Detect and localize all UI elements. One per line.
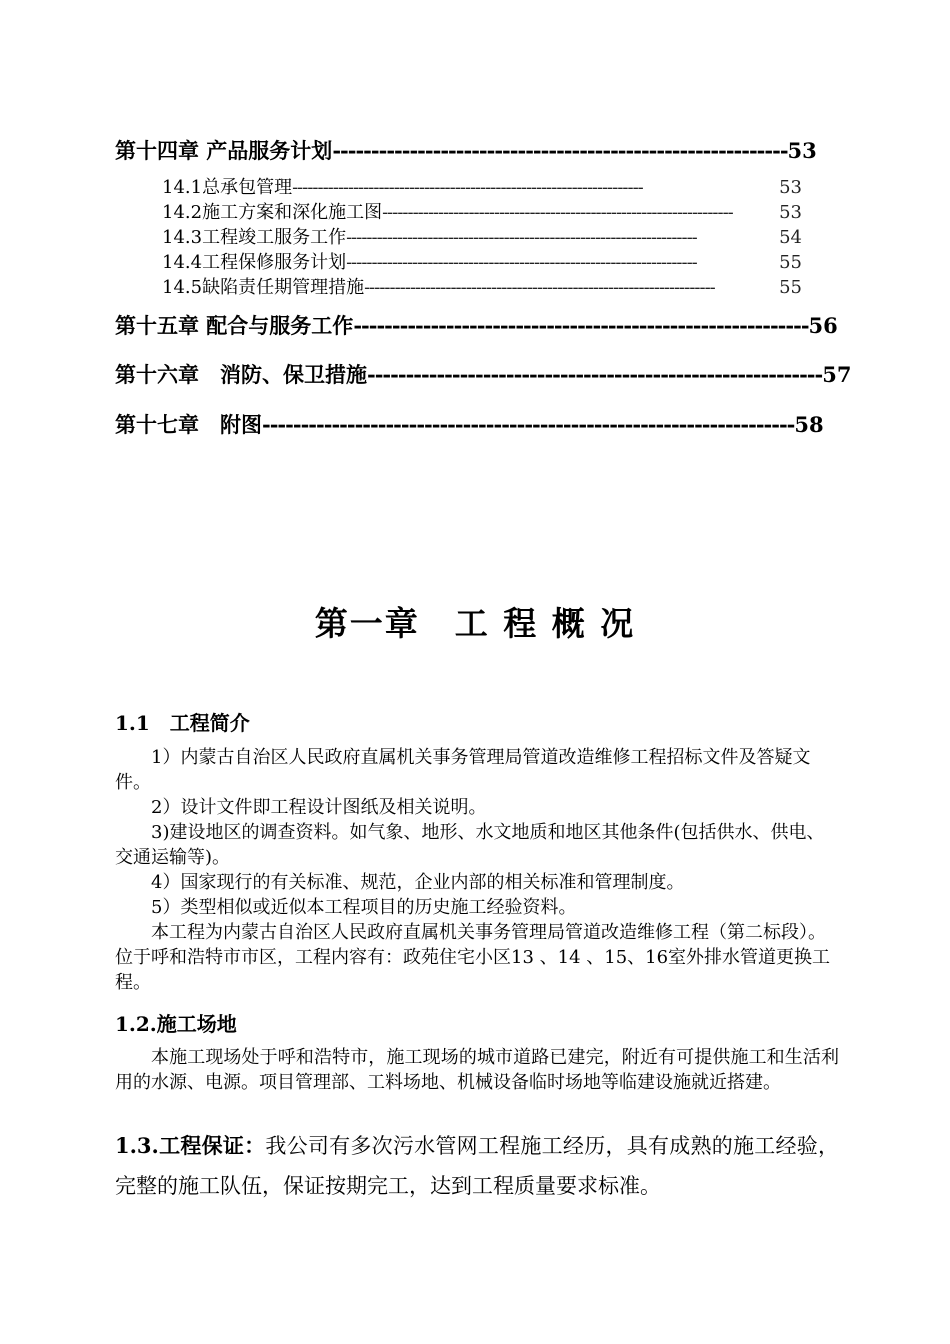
list-item: 4）国家现行的有关标准、规范，企业内部的相关标准和管理制度。 bbox=[151, 872, 685, 893]
toc-leader: --------------------------------------------------------------------- bbox=[364, 277, 715, 298]
toc-chapter-14[interactable] bbox=[115, 135, 817, 163]
paragraph: 本施工现场处于呼和浩特市，施工现场的城市道路已建完，附近有可提供施工和生活利用的水源、电源。项目管理部、工料场地、机械设备临时场地等临建设施就近搭建。 bbox=[115, 1047, 839, 1093]
toc-label: 第十五章 配合与服务工作 bbox=[115, 313, 354, 338]
toc-leader: --------------------------------------------------------------------- bbox=[382, 202, 733, 223]
list-item: 3)建设地区的调查资料。如气象、地形、水文地质和地区其他条件(包括供水、供电、交通运输等)。 bbox=[115, 822, 825, 868]
toc-leader: ----------------------------------------------------------- bbox=[332, 138, 788, 163]
toc-section-14-4[interactable] bbox=[162, 248, 802, 272]
toc-section-14-5[interactable] bbox=[162, 273, 802, 297]
toc-section-14-2[interactable] bbox=[162, 198, 802, 222]
toc-leader: --------------------------------------------------------------------- bbox=[292, 177, 643, 198]
toc-label: 14.3工程竣工服务工作 bbox=[162, 227, 347, 248]
toc-chapter-15[interactable] bbox=[115, 310, 838, 338]
toc-page-number: 58 bbox=[794, 412, 824, 437]
toc-page-number: 56 bbox=[808, 313, 838, 338]
toc-leader: ----------------------------------------------------------- bbox=[353, 313, 809, 338]
toc-label: 第十四章 产品服务计划 bbox=[115, 138, 333, 163]
list-item: 1）内蒙古自治区人民政府直属机关事务管理局管道改造维修工程招标文件及答疑文件。 bbox=[115, 747, 811, 793]
toc-chapter-16[interactable] bbox=[115, 359, 852, 387]
toc-page-number: 55 bbox=[779, 252, 802, 273]
toc-page-number: 55 bbox=[779, 277, 802, 298]
chapter-title: 第一章 工 程 概 况 bbox=[314, 604, 636, 643]
toc-page-number: 53 bbox=[779, 177, 802, 198]
toc-page-number: 57 bbox=[822, 362, 852, 387]
toc-leader: --------------------------------------------------------------------- bbox=[346, 227, 697, 248]
list-item: 5）类型相似或近似本工程项目的历史施工经验资料。 bbox=[151, 897, 577, 918]
toc-leader: --------------------------------------------------------------------- bbox=[262, 412, 795, 437]
toc-label: 14.1总承包管理 bbox=[162, 177, 293, 198]
list-item: 2）设计文件即工程设计图纸及相关说明。 bbox=[151, 797, 487, 818]
paragraph: 本工程为内蒙古自治区人民政府直属机关事务管理局管道改造维修工程（第二标段）。位于呼和浩特市市区，工程内容有：政苑住宅小区13 、14 、15、16室外排水管道更换工程。 bbox=[115, 922, 831, 993]
section-heading-1-3: 1.3.工程保证： bbox=[115, 1133, 266, 1158]
section-heading-1-1: 1.1 工程简介 bbox=[115, 711, 250, 735]
toc-label: 14.2施工方案和深化施工图 bbox=[162, 202, 383, 223]
section-1-3 bbox=[115, 1126, 839, 1206]
paragraph: 我公司有多次污水管网工程施工经历，具有成熟的施工经验，完整的施工队伍，保证按期完工，达到工程质量要求标准。 bbox=[115, 1134, 839, 1198]
toc-leader: --------------------------------------------------------------------- bbox=[346, 252, 697, 273]
toc-label: 14.4工程保修服务计划 bbox=[162, 252, 347, 273]
toc-label: 第十七章 附图 bbox=[115, 412, 262, 437]
toc-page-number: 53 bbox=[787, 138, 817, 163]
toc-section-14-1[interactable] bbox=[162, 173, 802, 197]
toc-section-14-3[interactable] bbox=[162, 223, 802, 247]
toc-chapter-17[interactable] bbox=[115, 409, 824, 437]
toc-page-number: 54 bbox=[779, 227, 802, 248]
section-heading-1-2: 1.2.施工场地 bbox=[115, 1012, 237, 1036]
toc-page-number: 53 bbox=[779, 202, 802, 223]
toc-label: 第十六章 消防、保卫措施 bbox=[115, 362, 367, 387]
toc-leader: ----------------------------------------------------------- bbox=[367, 362, 823, 387]
toc-label: 14.5缺陷责任期管理措施 bbox=[162, 277, 365, 298]
